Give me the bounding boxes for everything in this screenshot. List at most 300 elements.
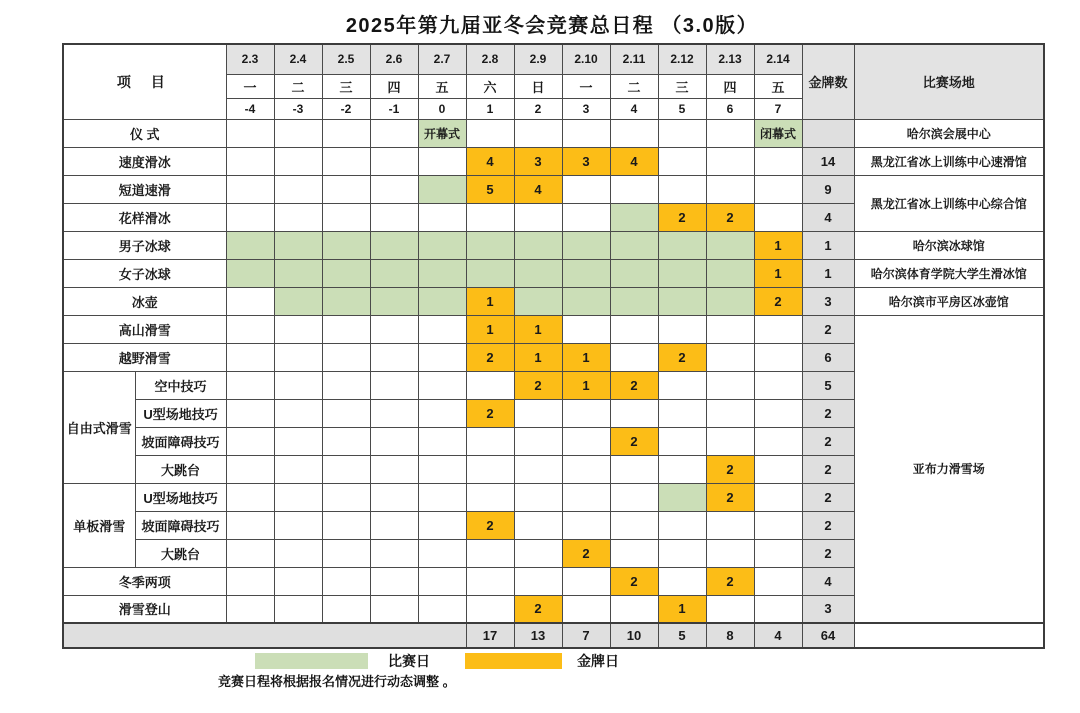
schedule-cell: 4 (514, 175, 562, 203)
schedule-cell (466, 455, 514, 483)
date-header-cell: 2.5 (322, 44, 370, 74)
schedule-cell (562, 287, 610, 315)
schedule-cell (658, 399, 706, 427)
schedule-cell (370, 595, 418, 623)
schedule-cell: 1 (514, 315, 562, 343)
schedule-cell (226, 511, 274, 539)
schedule-cell (658, 175, 706, 203)
schedule-cell (322, 203, 370, 231)
schedule-cell (370, 119, 418, 147)
event-label-cell: 大跳台 (135, 455, 226, 483)
schedule-cell (226, 231, 274, 259)
schedule-cell (226, 175, 274, 203)
venue-cell: 哈尔滨会展中心 (854, 119, 1044, 147)
schedule-cell (562, 231, 610, 259)
schedule-cell (370, 231, 418, 259)
date-header-cell: 2.7 (418, 44, 466, 74)
day-number-cell: 4 (610, 98, 658, 119)
gold-count-cell: 2 (802, 483, 854, 511)
schedule-cell (322, 119, 370, 147)
schedule-cell: 2 (610, 427, 658, 455)
schedule-cell (226, 483, 274, 511)
schedule-cell: 1 (466, 315, 514, 343)
schedule-cell (274, 287, 322, 315)
schedule-cell (274, 343, 322, 371)
schedule-cell: 2 (466, 343, 514, 371)
venue-cell: 哈尔滨市平房区冰壶馆 (854, 287, 1044, 315)
schedule-cell (466, 427, 514, 455)
schedule-cell (322, 427, 370, 455)
schedule-cell (466, 119, 514, 147)
weekday-cell: 五 (754, 74, 802, 98)
schedule-cell: 2 (562, 539, 610, 567)
day-number-cell: 0 (418, 98, 466, 119)
schedule-cell (418, 399, 466, 427)
event-label-cell: 花样滑冰 (63, 203, 226, 231)
schedule-cell (514, 287, 562, 315)
event-label-cell: 坡面障碍技巧 (135, 427, 226, 455)
schedule-cell (226, 287, 274, 315)
schedule-cell (562, 595, 610, 623)
event-label-cell: 空中技巧 (135, 371, 226, 399)
schedule-cell: 1 (562, 371, 610, 399)
weekday-cell: 三 (322, 74, 370, 98)
schedule-cell (610, 399, 658, 427)
schedule-cell (610, 119, 658, 147)
schedule-cell (610, 539, 658, 567)
schedule-cell (754, 371, 802, 399)
schedule-cell: 2 (610, 371, 658, 399)
date-header-cell: 2.6 (370, 44, 418, 74)
weekday-cell: 一 (562, 74, 610, 98)
schedule-cell (418, 259, 466, 287)
weekday-cell: 四 (706, 74, 754, 98)
schedule-cell: 1 (466, 287, 514, 315)
schedule-cell (418, 231, 466, 259)
legend-gold-day-swatch (465, 653, 562, 669)
schedule-cell: 1 (562, 343, 610, 371)
event-label-cell: 越野滑雪 (63, 343, 226, 371)
date-header-cell: 2.8 (466, 44, 514, 74)
schedule-cell (418, 483, 466, 511)
gold-count-cell: 4 (802, 203, 854, 231)
schedule-cell: 2 (706, 567, 754, 595)
schedule-cell (370, 427, 418, 455)
schedule-cell (370, 371, 418, 399)
date-header-cell: 2.4 (274, 44, 322, 74)
schedule-cell (418, 203, 466, 231)
date-header-cell: 2.12 (658, 44, 706, 74)
schedule-cell (226, 371, 274, 399)
schedule-cell (274, 175, 322, 203)
event-row (63, 147, 1044, 175)
schedule-cell (754, 595, 802, 623)
schedule-cell (514, 399, 562, 427)
date-header-cell: 2.3 (226, 44, 274, 74)
schedule-cell (226, 147, 274, 175)
gold-total-cell: 64 (802, 623, 854, 648)
schedule-cell (706, 539, 754, 567)
daily-total-cell: 4 (754, 623, 802, 648)
weekday-cell: 六 (466, 74, 514, 98)
schedule-cell: 2 (514, 595, 562, 623)
legend-competition-day-label: 比赛日 (388, 653, 430, 669)
date-header-cell: 2.11 (610, 44, 658, 74)
venue-cell: 哈尔滨体育学院大学生滑冰馆 (854, 259, 1044, 287)
schedule-cell (370, 175, 418, 203)
schedule-cell: 2 (706, 203, 754, 231)
schedule-cell (610, 175, 658, 203)
schedule-table (62, 43, 1045, 649)
schedule-cell (706, 343, 754, 371)
weekday-cell: 五 (418, 74, 466, 98)
schedule-cell (754, 343, 802, 371)
schedule-cell (370, 147, 418, 175)
gold-count-cell: 14 (802, 147, 854, 175)
gold-count-cell: 2 (802, 539, 854, 567)
day-number-cell: -2 (322, 98, 370, 119)
venue-cell (854, 623, 1044, 648)
schedule-adjustment-note: 竞赛日程将根据报名情况进行动态调整 。 (218, 674, 456, 689)
schedule-cell (322, 539, 370, 567)
event-row (63, 259, 1044, 287)
schedule-cell (562, 315, 610, 343)
day-number-cell: -1 (370, 98, 418, 119)
date-header-cell: 2.10 (562, 44, 610, 74)
schedule-cell (274, 539, 322, 567)
schedule-cell: 2 (610, 567, 658, 595)
schedule-cell (466, 483, 514, 511)
weekday-cell: 二 (610, 74, 658, 98)
schedule-cell (658, 511, 706, 539)
schedule-cell (274, 567, 322, 595)
group-label-cell: 自由式滑雪 (63, 371, 135, 483)
schedule-cell (466, 259, 514, 287)
schedule-cell (418, 511, 466, 539)
venue-cell: 哈尔滨冰球馆 (854, 231, 1044, 259)
schedule-cell (274, 483, 322, 511)
schedule-cell (514, 483, 562, 511)
gold-count-cell: 2 (802, 315, 854, 343)
schedule-cell (754, 483, 802, 511)
schedule-cell (562, 567, 610, 595)
day-number-cell: 3 (562, 98, 610, 119)
day-number-cell: 6 (706, 98, 754, 119)
schedule-cell (562, 511, 610, 539)
schedule-cell: 5 (466, 175, 514, 203)
schedule-cell (610, 287, 658, 315)
schedule-cell (562, 483, 610, 511)
day-number-cell: 5 (658, 98, 706, 119)
gold-count-cell: 4 (802, 567, 854, 595)
schedule-cell (706, 427, 754, 455)
gold-count-cell: 3 (802, 287, 854, 315)
totals-row (63, 623, 1044, 648)
schedule-cell (754, 175, 802, 203)
schedule-cell (274, 595, 322, 623)
schedule-cell (322, 287, 370, 315)
schedule-cell (274, 231, 322, 259)
schedule-cell: 开幕式 (418, 119, 466, 147)
schedule-cell (322, 595, 370, 623)
schedule-cell (418, 567, 466, 595)
schedule-cell (466, 231, 514, 259)
schedule-cell (370, 399, 418, 427)
schedule-cell (418, 287, 466, 315)
schedule-cell (370, 511, 418, 539)
schedule-cell (658, 539, 706, 567)
schedule-cell (706, 595, 754, 623)
venue-header-cell: 比赛场地 (854, 44, 1044, 119)
schedule-cell (610, 455, 658, 483)
date-header-cell: 2.13 (706, 44, 754, 74)
schedule-cell (274, 147, 322, 175)
schedule-cell: 2 (754, 287, 802, 315)
event-label-cell: 速度滑冰 (63, 147, 226, 175)
event-row (63, 175, 1044, 203)
schedule-cell (610, 231, 658, 259)
event-label-cell: 坡面障碍技巧 (135, 511, 226, 539)
day-number-cell: 2 (514, 98, 562, 119)
event-row (63, 315, 1044, 343)
schedule-cell (754, 455, 802, 483)
date-header-cell: 2.9 (514, 44, 562, 74)
schedule-cell (754, 203, 802, 231)
schedule-cell (226, 595, 274, 623)
schedule-cell (658, 315, 706, 343)
schedule-cell (514, 567, 562, 595)
event-label-cell: 冰壶 (63, 287, 226, 315)
schedule-cell (322, 231, 370, 259)
venue-cell: 黑龙江省冰上训练中心综合馆 (854, 175, 1044, 231)
date-header-cell: 2.14 (754, 44, 802, 74)
schedule-cell: 2 (514, 371, 562, 399)
schedule-cell (706, 231, 754, 259)
gold-count-cell: 5 (802, 371, 854, 399)
event-label-cell: 滑雪登山 (63, 595, 226, 623)
schedule-cell (322, 511, 370, 539)
schedule-cell (466, 371, 514, 399)
daily-total-cell: 7 (562, 623, 610, 648)
schedule-cell: 2 (706, 455, 754, 483)
schedule-cell (226, 119, 274, 147)
schedule-cell (322, 343, 370, 371)
schedule-cell (370, 539, 418, 567)
header-dates-row (63, 44, 1044, 74)
schedule-cell (658, 147, 706, 175)
schedule-cell (610, 315, 658, 343)
event-label-cell: 冬季两项 (63, 567, 226, 595)
schedule-cell (706, 119, 754, 147)
gold-count-cell: 9 (802, 175, 854, 203)
schedule-cell (562, 175, 610, 203)
schedule-cell (658, 119, 706, 147)
schedule-cell (274, 259, 322, 287)
schedule-cell (610, 511, 658, 539)
page-title: 2025年第九届亚冬会竞赛总日程 （3.0版） (345, 15, 759, 37)
schedule-cell (658, 455, 706, 483)
weekday-cell: 四 (370, 74, 418, 98)
schedule-cell (658, 371, 706, 399)
schedule-cell (514, 231, 562, 259)
group-label-cell: 单板滑雪 (63, 483, 135, 567)
schedule-cell (658, 427, 706, 455)
schedule-cell (418, 539, 466, 567)
event-row (63, 287, 1044, 315)
legend-gold-day-label: 金牌日 (577, 653, 619, 669)
legend-competition-day-swatch (255, 653, 368, 669)
gold-count-cell: 2 (802, 455, 854, 483)
event-label-cell: 短道速滑 (63, 175, 226, 203)
schedule-cell (370, 287, 418, 315)
schedule-cell (706, 259, 754, 287)
schedule-cell (322, 399, 370, 427)
schedule-cell (514, 427, 562, 455)
schedule-cell (658, 567, 706, 595)
schedule-cell (754, 315, 802, 343)
schedule-cell (370, 567, 418, 595)
schedule-cell (370, 483, 418, 511)
schedule-cell (226, 259, 274, 287)
schedule-cell (658, 259, 706, 287)
schedule-cell (274, 399, 322, 427)
event-label-cell: 女子冰球 (63, 259, 226, 287)
event-row (63, 231, 1044, 259)
event-label-cell: 大跳台 (135, 539, 226, 567)
gold-count-cell: 2 (802, 399, 854, 427)
day-number-cell: 1 (466, 98, 514, 119)
schedule-cell (322, 567, 370, 595)
schedule-cell (706, 371, 754, 399)
weekday-cell: 一 (226, 74, 274, 98)
schedule-cell (562, 399, 610, 427)
daily-total-cell: 13 (514, 623, 562, 648)
schedule-cell (226, 455, 274, 483)
schedule-cell: 1 (754, 259, 802, 287)
schedule-cell (754, 511, 802, 539)
gold-count-cell: 2 (802, 427, 854, 455)
schedule-cell (610, 259, 658, 287)
schedule-cell (274, 455, 322, 483)
schedule-cell (418, 175, 466, 203)
schedule-cell (322, 315, 370, 343)
daily-total-cell: 17 (466, 623, 514, 648)
event-label-cell: 仪 式 (63, 119, 226, 147)
schedule-cell (562, 259, 610, 287)
event-label-cell: U型场地技巧 (135, 483, 226, 511)
schedule-cell (274, 427, 322, 455)
schedule-cell (706, 147, 754, 175)
schedule-cell: 1 (658, 595, 706, 623)
schedule-cell: 1 (754, 231, 802, 259)
schedule-cell (226, 343, 274, 371)
daily-total-cell: 5 (658, 623, 706, 648)
schedule-cell (370, 259, 418, 287)
schedule-cell (226, 539, 274, 567)
schedule-cell (514, 539, 562, 567)
schedule-cell (706, 287, 754, 315)
schedule-cell (706, 175, 754, 203)
event-header-cell: 项 目 (63, 44, 226, 119)
schedule-cell (274, 371, 322, 399)
schedule-cell (754, 399, 802, 427)
schedule-cell (610, 595, 658, 623)
schedule-cell (466, 539, 514, 567)
schedule-cell (226, 427, 274, 455)
schedule-cell (274, 511, 322, 539)
gold-count-cell: 6 (802, 343, 854, 371)
schedule-cell (658, 231, 706, 259)
schedule-cell (754, 427, 802, 455)
schedule-cell: 4 (466, 147, 514, 175)
schedule-cell (754, 147, 802, 175)
schedule-cell: 3 (562, 147, 610, 175)
gold-count-cell: 1 (802, 231, 854, 259)
gold-count-cell (802, 119, 854, 147)
gold-header-cell: 金牌数 (802, 44, 854, 119)
weekday-cell: 二 (274, 74, 322, 98)
schedule-cell: 2 (658, 343, 706, 371)
schedule-cell (370, 343, 418, 371)
schedule-cell (514, 511, 562, 539)
schedule-cell: 1 (514, 343, 562, 371)
event-label-cell: 男子冰球 (63, 231, 226, 259)
schedule-cell (562, 455, 610, 483)
schedule-cell: 闭幕式 (754, 119, 802, 147)
schedule-cell (322, 175, 370, 203)
schedule-cell (562, 119, 610, 147)
schedule-cell (466, 203, 514, 231)
event-row (63, 119, 1044, 147)
schedule-cell (418, 595, 466, 623)
schedule-cell (322, 455, 370, 483)
schedule-cell (322, 259, 370, 287)
schedule-cell (322, 483, 370, 511)
schedule-cell: 3 (514, 147, 562, 175)
schedule-cell (274, 203, 322, 231)
event-label-cell: U型场地技巧 (135, 399, 226, 427)
schedule-cell (562, 427, 610, 455)
daily-total-cell: 10 (610, 623, 658, 648)
day-number-cell: 7 (754, 98, 802, 119)
schedule-cell (370, 315, 418, 343)
event-label-cell: 高山滑雪 (63, 315, 226, 343)
gold-count-cell: 1 (802, 259, 854, 287)
schedule-cell: 2 (706, 483, 754, 511)
schedule-cell (706, 511, 754, 539)
schedule-cell (754, 567, 802, 595)
schedule-cell (706, 399, 754, 427)
schedule-cell (418, 315, 466, 343)
schedule-cell (370, 455, 418, 483)
schedule-cell (274, 315, 322, 343)
schedule-cell (610, 483, 658, 511)
daily-total-cell: 8 (706, 623, 754, 648)
schedule-cell: 2 (658, 203, 706, 231)
schedule-cell (226, 399, 274, 427)
day-number-cell: -4 (226, 98, 274, 119)
schedule-cell (514, 203, 562, 231)
schedule-cell: 2 (466, 399, 514, 427)
schedule-cell (562, 203, 610, 231)
schedule-cell: 2 (466, 511, 514, 539)
schedule-cell (658, 483, 706, 511)
gold-count-cell: 3 (802, 595, 854, 623)
schedule-cell (610, 343, 658, 371)
schedule-cell (370, 203, 418, 231)
schedule-cell (658, 287, 706, 315)
schedule-cell (322, 371, 370, 399)
